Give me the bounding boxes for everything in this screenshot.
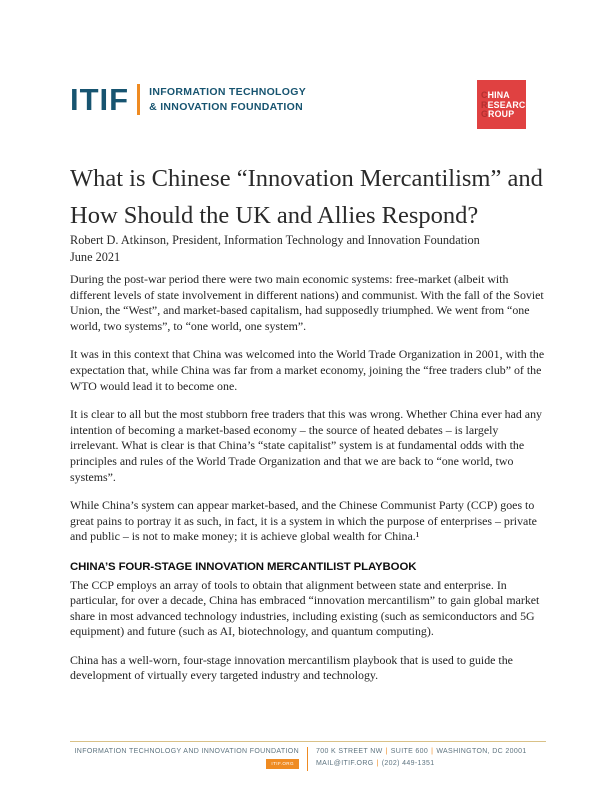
footer-phone: (202) 449-1351 xyxy=(381,760,435,767)
paragraph: While China’s system can appear market-based, and the Chinese Communist Party (CCP) goes to great pains to portray it as such, in fact, it is a system in which the purpose of enterprises – private and public – is not to make money; it is achieve global wealth for China.¹ xyxy=(70,498,537,544)
itif-logo-name-line1: INFORMATION TECHNOLOGY xyxy=(149,86,307,99)
title-line-2: How Should the UK and Allies Respond? xyxy=(70,202,479,229)
publication-date: June 2021 xyxy=(70,249,121,264)
footer-left-block xyxy=(70,747,299,769)
itif-logo xyxy=(70,84,306,115)
footer-org-name: INFORMATION TECHNOLOGY AND INNOVATION FOUNDATION xyxy=(74,748,299,755)
footer-separator: | xyxy=(376,760,379,767)
footer-contact-line xyxy=(316,759,546,769)
itif-logo-divider xyxy=(137,84,140,115)
crg-line3-rest: ROUP xyxy=(488,109,515,120)
footer-email: MAIL@ITIF.ORG xyxy=(316,760,374,767)
itif-logo-abbr: ITIF xyxy=(70,82,130,117)
footer-vertical-divider xyxy=(307,747,308,771)
footer-suite: SUITE 600 xyxy=(390,748,429,755)
footer-separator: | xyxy=(385,748,388,755)
crg-line3-initial: G xyxy=(481,109,489,120)
footer-rule xyxy=(70,741,546,742)
crg-line2-initial: R xyxy=(481,99,488,110)
footer-street: 700 K STREET NW xyxy=(316,748,383,755)
footer-city: WASHINGTON, DC 20001 xyxy=(436,748,527,755)
paragraph: During the post-war period there were two main economic systems: free-market (albeit with different levels of state involvement in different nations) and communist. With the fall of the Soviet Union, the “West”, and market-based capitalism, had supposedly triumphed. We went from “one world, two systems”, to “one world, one system”. xyxy=(70,272,544,333)
crg-line1-rest: HINA xyxy=(487,90,510,100)
footer xyxy=(70,747,546,771)
paragraph: It is clear to all but the most stubborn free traders that this was wrong. Whether China ever had any intention of becoming a market-based economy – the source of heated debates – is largely irrelevant. What is clear is that China’s “state capitalist” system is at fundamental odds with the principles and rules of the World Trade Organization and that we are back to “one world, two systems”. xyxy=(70,407,542,484)
paragraph: It was in this context that China was welcomed into the World Trade Organization in 2001, with the expectation that, while China was far from a market economy, joining the “free traders club” of the WTO would lead it to become one. xyxy=(70,347,545,393)
footer-right-block xyxy=(316,747,546,771)
footer-separator: | xyxy=(431,748,434,755)
title-line-1: What is Chinese “Innovation Mercantilism” and xyxy=(70,165,543,192)
section-heading: CHINA’S FOUR-STAGE INNOVATION MERCANTILIST PLAYBOOK xyxy=(70,560,417,573)
byline-block xyxy=(70,232,550,265)
document-title xyxy=(70,160,560,234)
footer-address-line xyxy=(316,747,546,757)
crg-logo-line3 xyxy=(481,110,526,120)
body-text xyxy=(70,272,548,697)
crg-line2-rest: ESEARCH xyxy=(487,99,532,110)
china-research-group-logo xyxy=(477,80,532,129)
author-byline: Robert D. Atkinson, President, Information Technology and Innovation Foundation xyxy=(70,233,480,247)
paragraph: The CCP employs an array of tools to obtain that alignment between state and enterprise. In particular, for over a decade, China has embraced “innovation mercantilism” to gain global market share in most advanced technology industries, including existing (such as semiconductors and 5G equipment) and future (such as AI, biotechnology, and quantum computing). xyxy=(70,577,540,639)
itif-logo-name-line2: & INNOVATION FOUNDATION xyxy=(149,100,303,113)
itif-footer-badge: ITIF.ORG xyxy=(266,759,299,769)
crg-line1-initial: C xyxy=(481,90,488,100)
itif-logo-name xyxy=(149,85,306,113)
paragraph: China has a well-worn, four-stage innovation mercantilism playbook that is used to guide the development of virtually every targeted industry and technology. xyxy=(70,652,513,683)
